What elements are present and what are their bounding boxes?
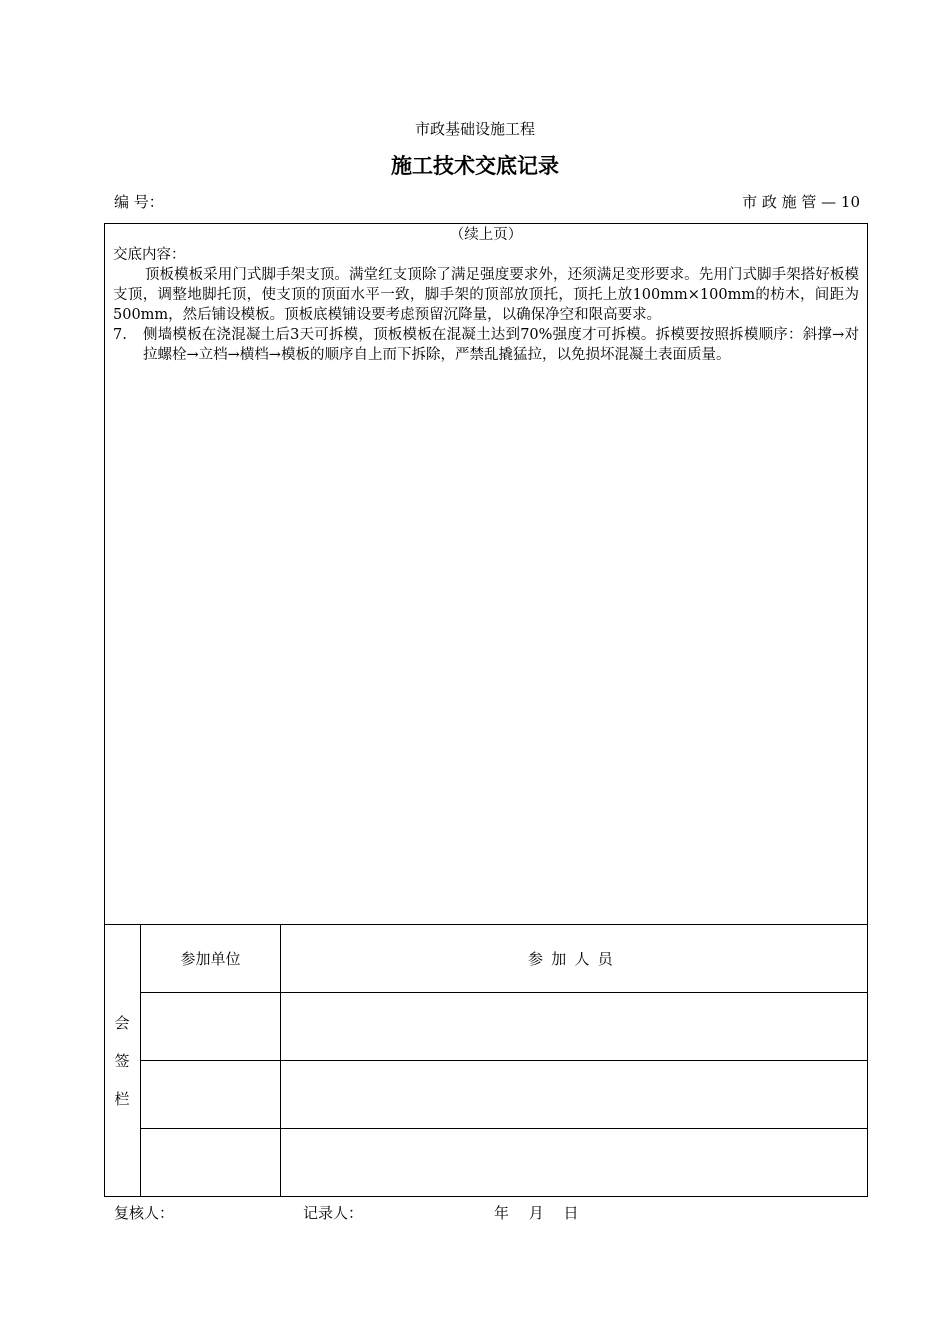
item-text: 侧墙模板在浇混凝土后3天可拆模，顶板模板在混凝土达到70%强度才可拆模。拆模要按照拆模顺序：斜撑→对拉螺栓→立档→横档→模板的顺序自上而下拆除，严禁乱撬猛拉，以免损坏混凝土表面质量。 bbox=[143, 327, 859, 363]
reviewer-label: 复核人： bbox=[114, 1204, 175, 1222]
content-paragraph: 顶板模板采用门式脚手架支顶。满堂红支顶除了满足强度要求外，还须满足变形要求。先用门式脚手架搭好板模支顶，调整地脚托顶，使支顶的顶面水平一致，脚手架的顶部放顶托，顶托上放100mm×100mm的枋木，间距为500mm，然后铺设模板。顶板底模铺设要考虑预留沉降量，以确保净空和限高要求。 bbox=[113, 267, 859, 323]
table-row bbox=[141, 1129, 868, 1197]
form-code: 市 政 施 管 — 10 bbox=[742, 193, 860, 211]
unit-cell[interactable] bbox=[141, 993, 281, 1060]
people-cell[interactable] bbox=[281, 1129, 868, 1197]
date-label: 年 月 日 bbox=[494, 1204, 579, 1222]
page-title: 施工技术交底记录 bbox=[391, 153, 559, 178]
people-header: 参加人员 bbox=[527, 950, 621, 968]
side-char: 栏 bbox=[114, 1090, 130, 1108]
side-char: 会 bbox=[114, 1014, 130, 1032]
recorder-label: 记录人： bbox=[303, 1204, 364, 1222]
table-row bbox=[141, 993, 868, 1061]
people-cell[interactable] bbox=[281, 1061, 868, 1128]
people-cell[interactable] bbox=[281, 993, 868, 1060]
side-char: 签 bbox=[114, 1052, 130, 1070]
organization-name: 市政基础设施工程 bbox=[414, 120, 535, 138]
unit-cell[interactable] bbox=[141, 1129, 281, 1197]
table-row bbox=[141, 1061, 868, 1129]
unit-cell[interactable] bbox=[141, 1061, 281, 1128]
signoff-header-row bbox=[141, 925, 868, 993]
continued-label: （续上页） bbox=[449, 227, 523, 243]
unit-header: 参加单位 bbox=[141, 925, 281, 992]
content-label: 交底内容： bbox=[113, 247, 186, 263]
number-label: 编 号： bbox=[114, 193, 164, 211]
list-item bbox=[113, 325, 859, 365]
signoff-section bbox=[104, 925, 868, 1197]
item-number: 7. bbox=[113, 327, 127, 343]
signoff-side-label bbox=[104, 925, 141, 1197]
content-section bbox=[104, 223, 868, 925]
